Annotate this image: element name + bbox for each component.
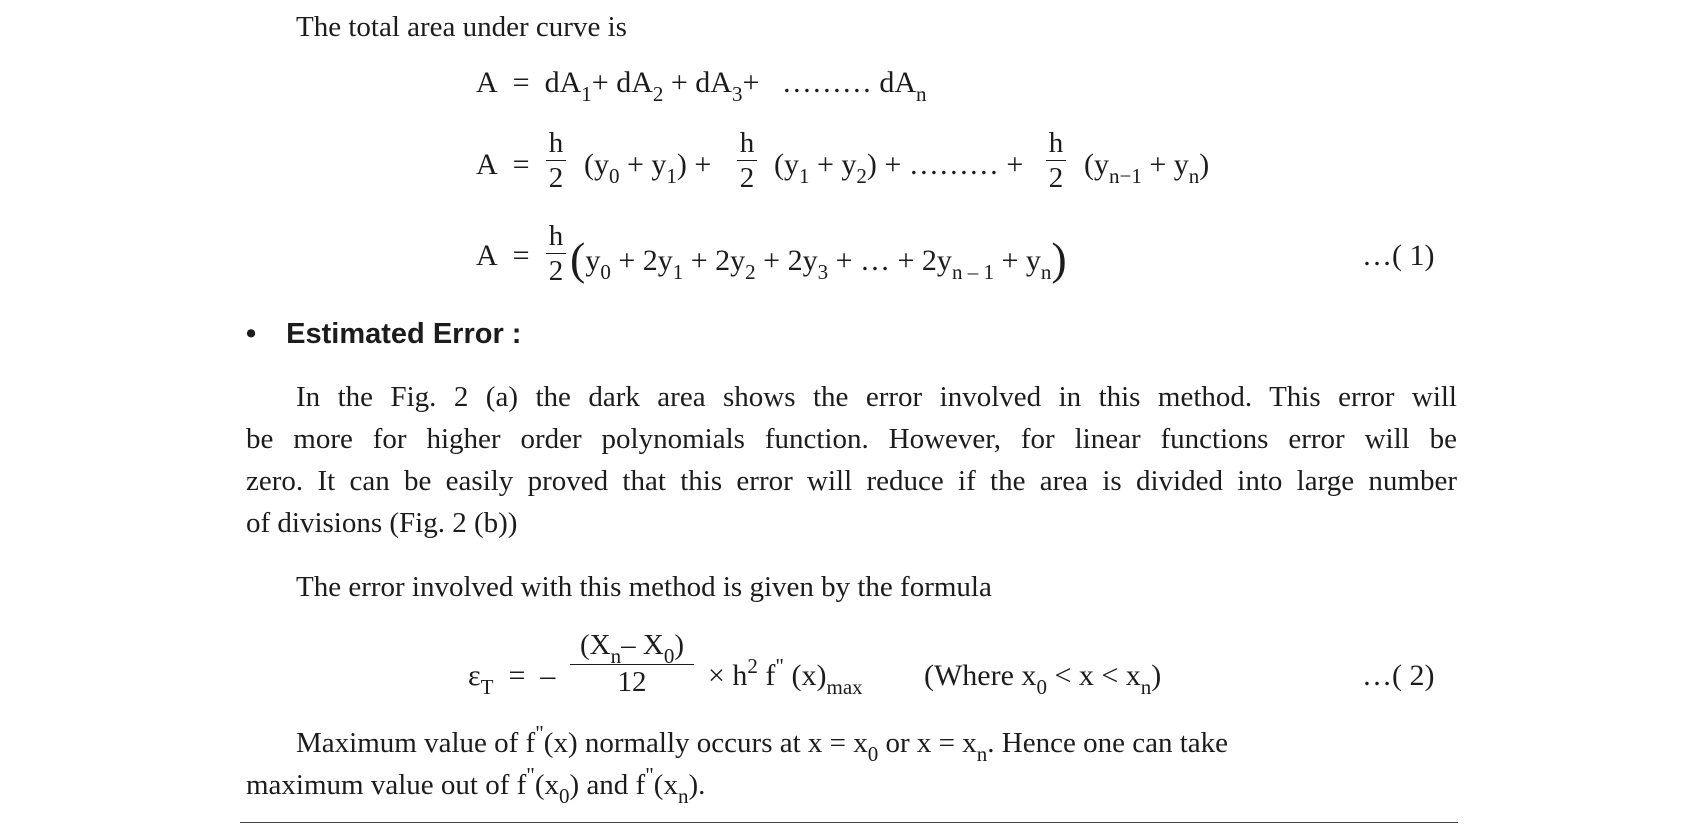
eq2-group-3: [1084, 148, 1210, 188]
fraction-numerator: [570, 629, 694, 668]
eq1-plus: +: [742, 66, 760, 99]
paragraph-line: zero. It can be easily proved that this error will reduce if the area is divided into large number: [246, 465, 1457, 497]
paragraph-line: of divisions (Fig. 2 (b)): [246, 507, 518, 539]
para3-text: or x = x: [878, 727, 977, 759]
para3-superscript: ": [645, 763, 654, 787]
eq1-plus: +: [670, 66, 688, 99]
eq3-text: + 2y: [610, 244, 673, 277]
eq3-subscript: 3: [817, 260, 829, 284]
page-bottom-rule: [240, 822, 1458, 823]
eq3-body: [570, 233, 1067, 284]
eq2-text: + y: [1141, 148, 1189, 181]
para3-subscript: 0: [559, 784, 570, 808]
eq4-subscript: max: [826, 675, 863, 699]
eq4-condition: [924, 659, 1162, 699]
para3-subscript: n: [976, 742, 988, 766]
paragraph-estimated-error: [246, 376, 1457, 544]
eq2-equals: =: [512, 148, 530, 181]
eq3-equals: =: [512, 239, 530, 272]
fraction-bar: [546, 253, 566, 254]
eq3-lhs: A: [476, 239, 498, 272]
eq3-subscript: 1: [672, 260, 684, 284]
eq2-group-2: [774, 148, 1024, 188]
eq4-subscript: n: [610, 644, 622, 668]
fraction-denominator: 2: [1048, 162, 1064, 194]
para3-text: ).: [688, 769, 706, 801]
eq3-subscript: 2: [745, 260, 756, 284]
eq2-text: ) +: [676, 148, 712, 181]
eq2-text: + y: [619, 148, 667, 181]
fraction-bar: [737, 160, 757, 161]
para3-text: . Hence one can take: [987, 727, 1229, 759]
eq3-fraction: [546, 221, 566, 286]
para3-text: Maximum value of f: [296, 727, 536, 759]
fraction-bar: [570, 664, 694, 665]
section-title: Estimated Error :: [286, 318, 522, 350]
fraction-denominator: 2: [739, 162, 755, 194]
eq4-minus: –: [540, 659, 556, 692]
intro-text: The total area under curve is: [296, 11, 627, 43]
paragraph-maximum-value-line-1: [296, 721, 1457, 766]
para3-text: maximum value out of f: [246, 769, 527, 801]
eq1-subscript: 3: [731, 82, 743, 106]
eq1-dots: ………: [781, 66, 872, 99]
eq3-text: + 2y: [755, 244, 818, 277]
eq4-text: (Where x: [924, 659, 1037, 692]
eq1-subscript: n: [916, 82, 927, 106]
paragraph-line: In the Fig. 2 (a) the dark area shows the error involved in this method. This error will: [296, 381, 1457, 413]
close-paren: ): [1051, 233, 1067, 284]
eq4-rhs-group: [708, 654, 863, 699]
eq3-text: y: [585, 244, 601, 277]
eq2-text: + y: [809, 148, 857, 181]
eq1-equals: =: [512, 66, 530, 99]
eq4-text: ): [1151, 659, 1162, 692]
para3-text: (x) normally occurs at x = x: [543, 727, 868, 759]
eq4-text: (X: [580, 629, 611, 661]
para3-text: (x: [534, 769, 560, 801]
paragraph-maximum-value-line-2: [246, 763, 706, 808]
para3-subscript: n: [677, 784, 689, 808]
eq4-subscript: 0: [663, 644, 675, 668]
eq2-text: (y: [774, 148, 799, 181]
eq1-term: dA: [544, 66, 582, 99]
eq1-term: dA: [616, 66, 653, 99]
eq3-text: + 2y: [683, 244, 746, 277]
equation-1: [476, 66, 927, 106]
fraction-denominator: 12: [617, 666, 647, 698]
eq4-text: ): [674, 629, 684, 661]
eq4-subscript: n: [1140, 675, 1152, 699]
eq4-text: (x): [784, 659, 827, 692]
eq3-subscript: 0: [600, 260, 611, 284]
eq4-equals: =: [508, 659, 526, 692]
eq4-fraction: [570, 630, 694, 697]
eq1-term: dA: [879, 66, 917, 99]
eq1-lhs: A: [476, 66, 498, 99]
eq2-subscript: n−1: [1109, 164, 1142, 188]
fraction-numerator: h: [548, 220, 564, 252]
eq4-subscript: T: [480, 675, 494, 699]
para3-text: ) and f: [569, 769, 646, 801]
eq4-lhs: ε: [468, 659, 481, 692]
eq4-subscript: 0: [1036, 675, 1047, 699]
eq3-subscript: n: [1040, 260, 1052, 284]
equation-number-2: …( 2): [1362, 659, 1435, 692]
eq2-text: ) + ……… +: [866, 148, 1024, 181]
eq2-fraction-3: [1046, 128, 1066, 193]
eq1-subscript: 1: [581, 82, 592, 106]
eq2-subscript: 1: [666, 164, 677, 188]
eq2-text: (y: [1084, 148, 1109, 181]
fraction-numerator: h: [1048, 127, 1064, 159]
eq2-text: ): [1199, 148, 1210, 181]
eq4-text: – X: [621, 629, 664, 661]
eq4-superscript: ": [775, 654, 784, 678]
para3-superscript: ": [526, 763, 535, 787]
paragraph-line: be more for higher order polynomials function. However, for linear functions error will be: [246, 423, 1457, 455]
eq4-text: f: [757, 659, 776, 692]
eq3-text: + … + 2y: [828, 244, 952, 277]
open-paren: (: [570, 233, 586, 284]
eq2-fraction-2: [737, 128, 757, 193]
eq2-subscript: n: [1188, 164, 1200, 188]
para3-superscript: ": [535, 721, 544, 745]
eq1-subscript: 2: [652, 82, 664, 106]
eq4-text: < x < x: [1046, 659, 1141, 692]
para3-text: (x: [653, 769, 678, 801]
eq4-superscript: 2: [747, 654, 758, 678]
eq2-text: (y: [584, 148, 609, 181]
eq1-plus: +: [591, 66, 609, 99]
eq2-lhs: A: [476, 148, 498, 181]
equation-number-1: …( 1): [1362, 239, 1435, 272]
section-heading: [246, 318, 521, 351]
fraction-bar: [546, 160, 566, 161]
fraction-numerator: h: [548, 127, 564, 159]
fraction-numerator: h: [739, 127, 755, 159]
eq3-subscript: n – 1: [951, 260, 994, 284]
fraction-bar: [1046, 160, 1066, 161]
eq4-text: × h: [708, 659, 748, 692]
paragraph-error-formula: The error involved with this method is given by the formula: [296, 571, 992, 603]
fraction-denominator: 2: [548, 162, 564, 194]
eq2-subscript: 2: [856, 164, 867, 188]
fraction-denominator: 2: [548, 255, 564, 287]
eq2-subscript: 1: [799, 164, 810, 188]
eq2-subscript: 0: [609, 164, 620, 188]
bullet-icon: •: [246, 318, 257, 350]
eq3-text: + y: [993, 244, 1041, 277]
eq4-lhs-group: [468, 659, 556, 699]
eq2-fraction-1: [546, 128, 566, 193]
eq2-group-1: [584, 148, 712, 188]
para3-subscript: 0: [867, 742, 879, 766]
eq1-term: dA: [695, 66, 732, 99]
